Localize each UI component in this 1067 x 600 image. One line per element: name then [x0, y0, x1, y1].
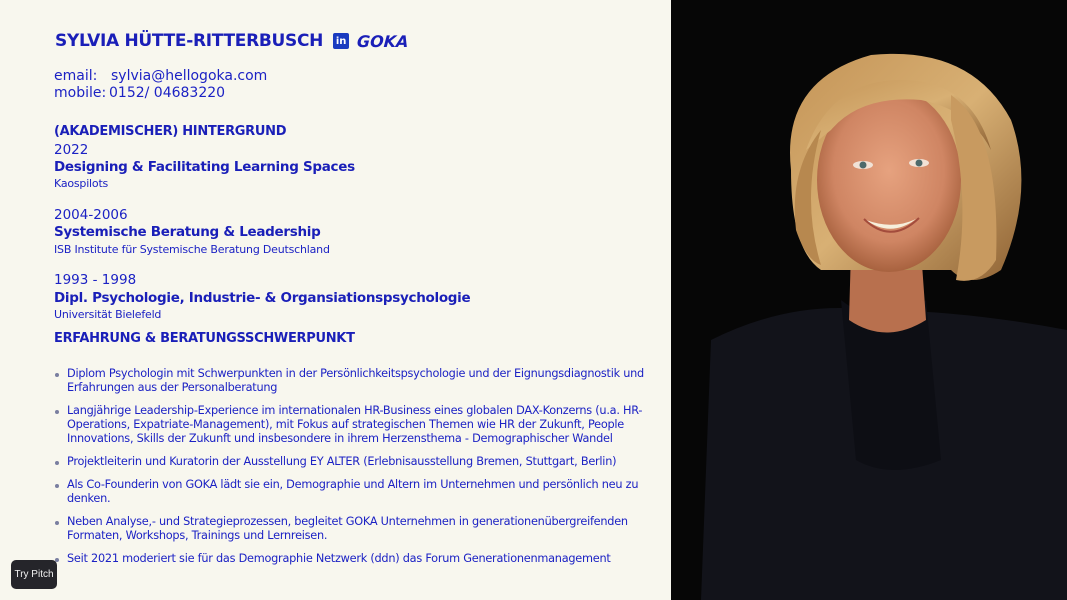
linkedin-icon-text: in	[335, 35, 347, 47]
education-institution: Kaospilots	[54, 177, 109, 190]
education-year: 1993 - 1998	[54, 272, 137, 288]
try-pitch-button[interactable]: Try Pitch	[11, 560, 57, 589]
education-title: (AKADEMISCHER) HINTERGRUND	[54, 124, 287, 139]
contact-info	[54, 68, 267, 102]
experience-title: ERFAHRUNG & BERATUNGSSCHWERPUNKT	[54, 331, 355, 346]
email-row	[54, 68, 267, 85]
education-degree: Designing & Facilitating Learning Spaces	[54, 159, 355, 175]
education-institution: Universität Bielefeld	[54, 308, 162, 321]
education-degree: Dipl. Psychologie, Industrie- & Organsiationspsychologie	[54, 290, 471, 306]
list-item: Seit 2021 moderiert sie für das Demographie Netzwerk (ddn) das Forum Generationenmanagement	[54, 552, 660, 566]
mobile-row	[54, 85, 267, 102]
mobile-value: 0152/ 04683220	[109, 85, 226, 101]
education-institution: ISB Institute für Systemische Beratung Deutschland	[54, 243, 330, 256]
person-name: SYLVIA HÜTTE-RITTERBUSCH	[55, 31, 324, 51]
portrait-image	[671, 0, 1067, 600]
experience-list	[54, 367, 660, 575]
linkedin-icon[interactable]	[333, 33, 349, 49]
mobile-label: mobile:	[54, 85, 107, 101]
list-item: Diplom Psychologin mit Schwerpunkten in der Persönlichkeitspsychologie und der Eignungsdiagnostik und Erfahrungen aus der Personalberatung	[54, 367, 660, 395]
list-item: Projektleiterin und Kuratorin der Ausstellung EY ALTER (Erlebnisausstellung Bremen, Stuttgart, Berlin)	[54, 455, 660, 469]
list-item: Langjährige Leadership-Experience im internationalen HR-Business eines globalen DAX-Konzerns (u.a. HR-Operations, Expatriate-Management), mit Fokus auf strategischen Themen wie HR der Zukunft, People Innovations, Skills der Zukunft und insbesondere in ihrem Herzensthema - Demographischer Wandel	[54, 404, 660, 446]
email-value[interactable]: sylvia@hellogoka.com	[111, 68, 268, 84]
list-item: Neben Analyse,- und Strategieprozessen, begleitet GOKA Unternehmen in generationenübergreifenden Formaten, Workshops, Trainings und Lernreisen.	[54, 515, 660, 543]
goka-logo: GOKA	[356, 31, 410, 51]
email-label: email:	[54, 68, 98, 84]
education-year: 2004-2006	[54, 207, 128, 223]
header	[55, 31, 409, 51]
portrait-photo	[671, 0, 1067, 600]
education-degree: Systemische Beratung & Leadership	[54, 224, 321, 240]
list-item: Als Co-Founderin von GOKA lädt sie ein, Demographie und Altern im Unternehmen und persönlich neu zu denken.	[54, 478, 660, 506]
education-year: 2022	[54, 142, 89, 158]
